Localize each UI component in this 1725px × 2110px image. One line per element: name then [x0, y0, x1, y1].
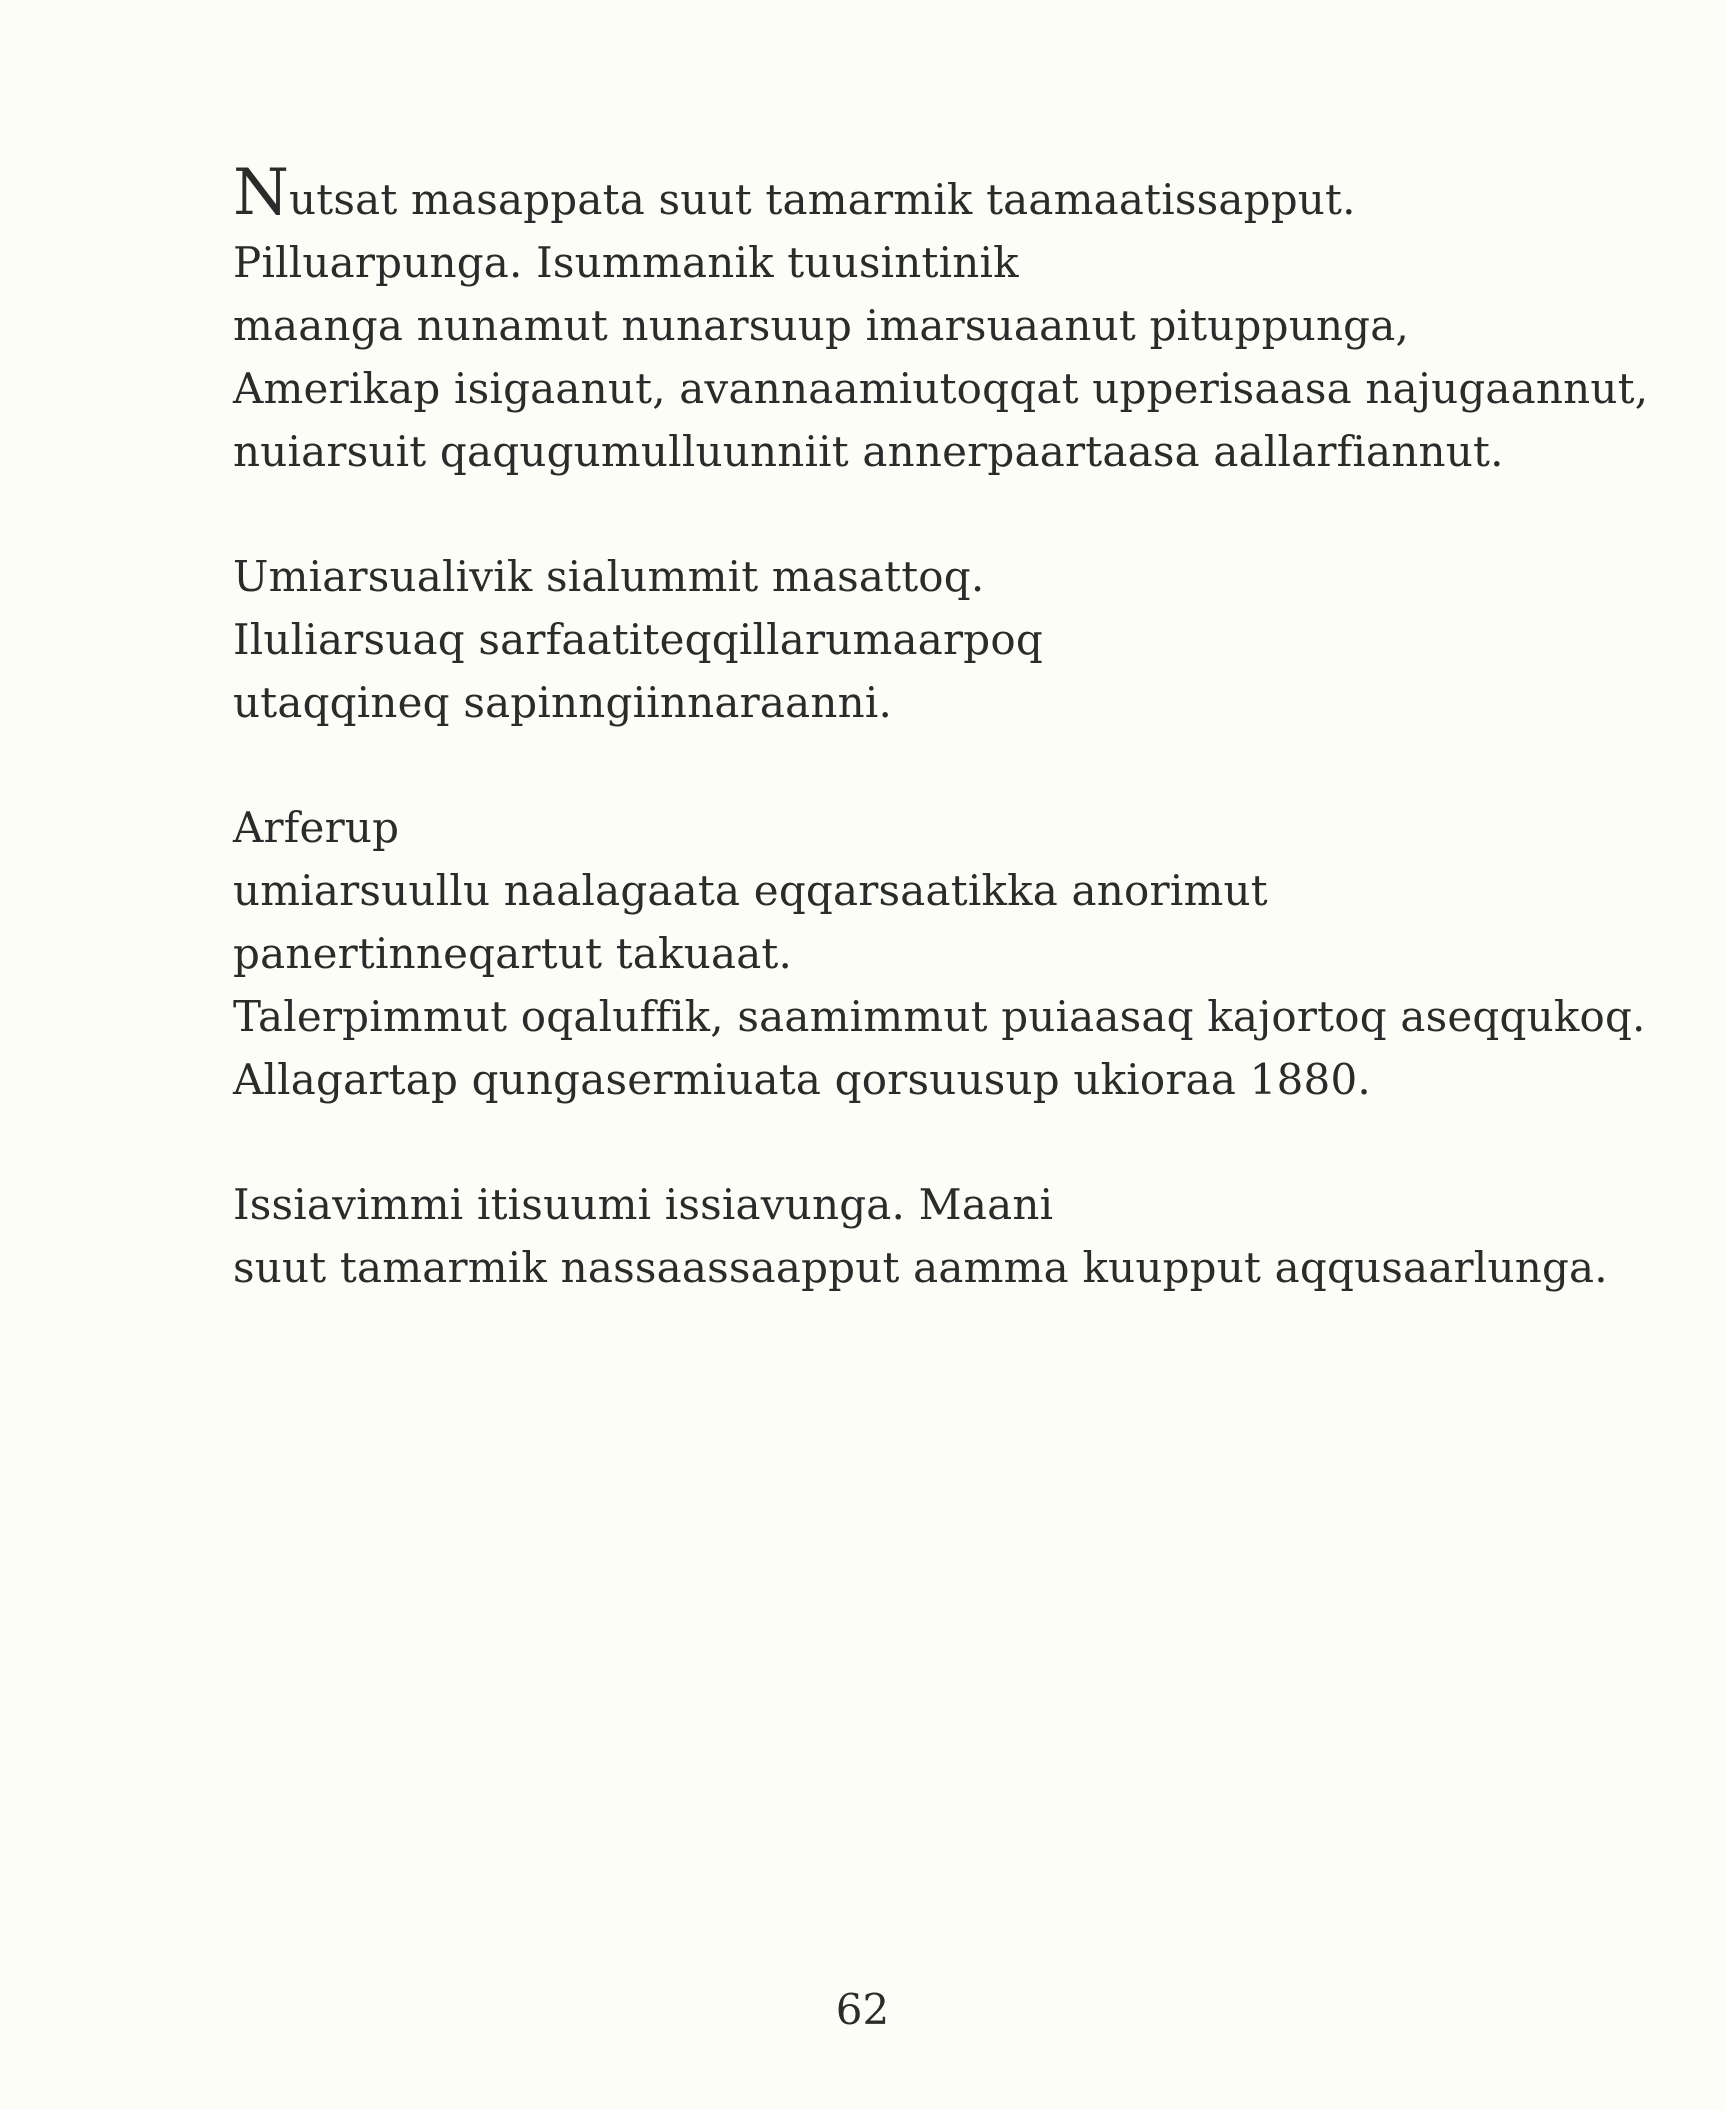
poem-line: Talerpimmut oqaluffik, saamimmut puiaasaq kajortoq aseqqukoq.: [233, 992, 1646, 1041]
poem-line: Umiarsualivik sialummit masattoq.: [233, 552, 985, 601]
poem-line: suut tamarmik nassaassaapput aamma kuupput aqqusaarlunga.: [233, 1243, 1608, 1292]
poem-line-first: [233, 156, 1653, 231]
stanza-1: [233, 156, 1653, 483]
poem-line: Pilluarpunga. Isummanik tuusintinik: [233, 238, 1019, 287]
stanza-2: [233, 545, 1653, 734]
poem-line: utaqqineq sapinngiinnaraanni.: [233, 678, 893, 727]
poem-line: Allagartap qungasermiuata qorsuusup ukioraa 1880.: [233, 1055, 1371, 1104]
drop-cap-initial: N: [233, 156, 289, 230]
stanza-4: [233, 1173, 1653, 1299]
stanza-3: [233, 796, 1653, 1111]
poem-line: umiarsuullu naalagaata eqqarsaatikka anorimut: [233, 866, 1268, 915]
poem-line: Arferup: [233, 803, 400, 852]
poem-line: maanga nunamut nunarsuup imarsuaanut pituppunga,: [233, 301, 1410, 350]
poem-line: Iluliarsuaq sarfaatiteqqillarumaarpoq: [233, 615, 1043, 664]
poem-line: Issiavimmi itisuumi issiavunga. Maani: [233, 1180, 1054, 1229]
poem-line: Amerikap isigaanut, avannaamiutoqqat upperisaasa najugaannut,: [233, 364, 1649, 413]
poem-line: panertinneqartut takuaat.: [233, 929, 793, 978]
page-number: 62: [835, 1985, 890, 2034]
poem: [233, 156, 1653, 1299]
first-line-text: utsat masappata suut tamarmik taamaatissapput.: [289, 175, 1356, 224]
poem-line: nuiarsuit qaqugumulluunniit annerpaartaasa aallarfiannut.: [233, 427, 1504, 476]
